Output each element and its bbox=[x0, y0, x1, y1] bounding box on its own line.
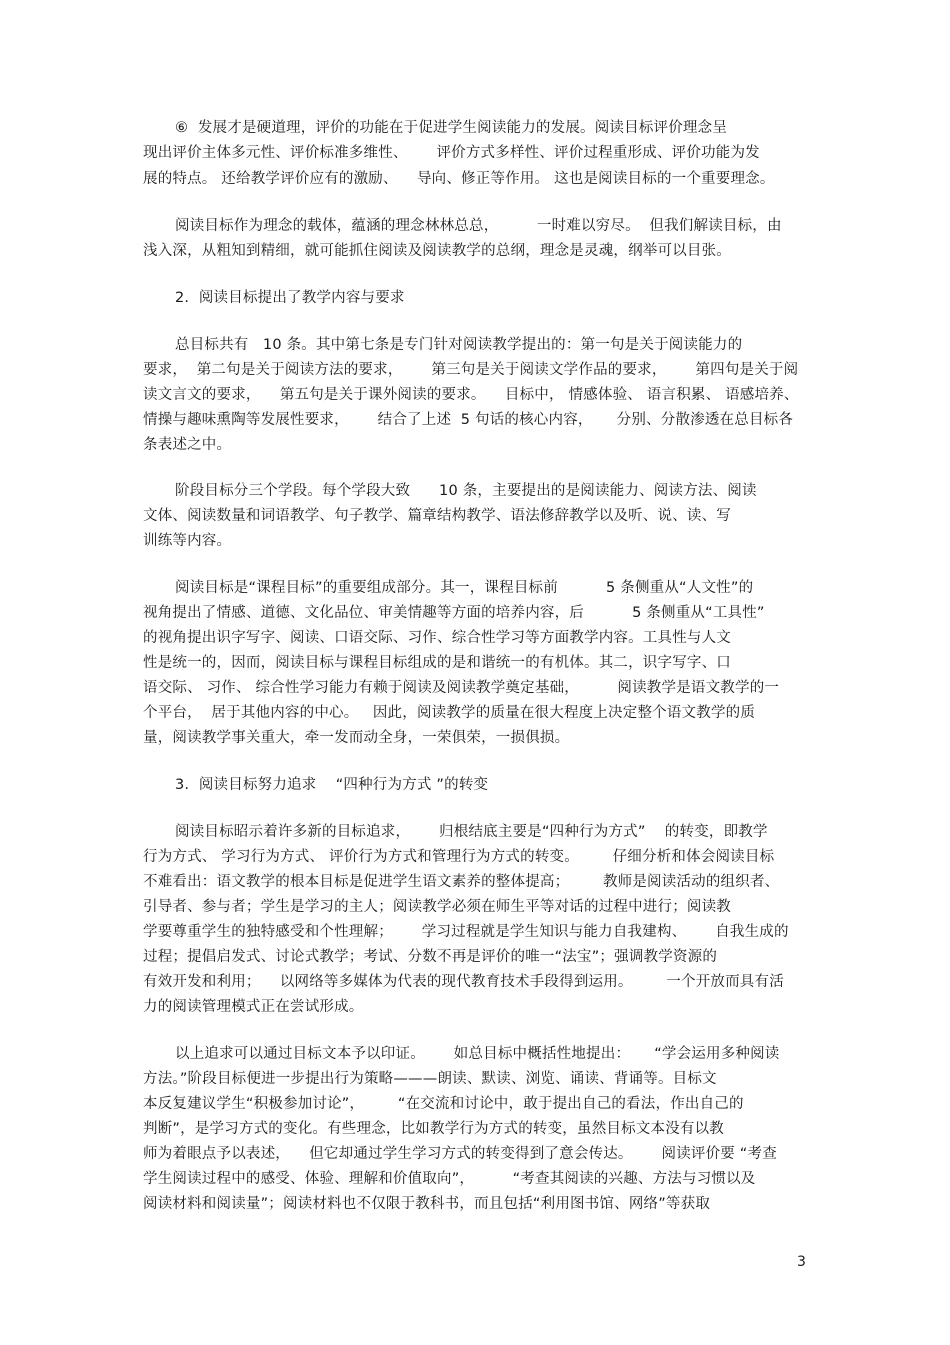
text-line: 力的阅读管理模式正在尝试形成。 bbox=[143, 999, 364, 1015]
text-line: 有效开发和利用； 以网络等多媒体为代表的现代教育技术手段得到运用。 一个开放而具有活 bbox=[143, 974, 784, 990]
text-line: 阅读目标作为理念的载体，蕴涵的理念林林总总， 一时难以穷尽。 但我们解读目标，由 bbox=[175, 218, 782, 234]
text-line: 阅读目标是“课程目标”的重要组成部分。其一，课程目标前 5 条侧重从“人文性”的 bbox=[175, 580, 754, 596]
text-line: 情操与趣味熏陶等发展性要求， 结合了上述 5 句话的核心内容， 分别、分散渗透在总目标各 bbox=[143, 412, 794, 428]
text-line: 方法。”阶段目标便进一步提出行为策略———朗读、默读、浏览、诵读、背诵等。目标文 bbox=[143, 1071, 717, 1087]
text-line: 阶段目标分三个学段。每个学段大致 10 条，主要提出的是阅读能力、阅读方法、阅读 bbox=[175, 483, 757, 499]
text-line: 现出评价主体多元性、评价标准多维性、 评价方式多样性、评价过程重形成、评价功能为发 bbox=[143, 145, 760, 161]
text-line: 阅读目标昭示着许多新的目标追求， 归根结底主要是“四种行为方式” 的转变，即教学 bbox=[175, 824, 768, 840]
text-line: 语交际、 习作、 综合性学习能力有赖于阅读及阅读教学奠定基础， 阅读教学是语文教学的一 bbox=[143, 680, 780, 696]
text-line: 阅读材料和阅读量”；阅读材料也不仅限于教科书，而且包括“利用图书馆、网络”等获取 bbox=[143, 1196, 711, 1212]
text-line: 展的特点。 还给教学评价应有的激励、 导向、修正等作用。 这也是阅读目标的一个重要理念。 bbox=[143, 171, 775, 187]
text-line: ⑥ 发展才是硬道理，评价的功能在于促进学生阅读能力的发展。阅读目标评价理念呈 bbox=[175, 120, 728, 136]
text-line: 学生阅读过程中的感受、体验、理解和价值取向”， “考查其阅读的兴趣、方法与习惯以及 bbox=[143, 1171, 756, 1187]
text-line: 条表述之中。 bbox=[143, 437, 232, 453]
text-line: 浅入深，从粗知到精细，就可能抓住阅读及阅读教学的总纲，理念是灵魂，纲举可以目张。 bbox=[143, 243, 731, 259]
page-number: 3 bbox=[797, 1254, 806, 1270]
text-line: 以上追求可以通过目标文本予以印证。 如总目标中概括性地提出： “学会运用多种阅读 bbox=[175, 1046, 780, 1062]
text-line: 要求， 第二句是关于阅读方法的要求， 第三句是关于阅读文学作品的要求， 第四句是关于阅 bbox=[143, 362, 799, 378]
text-line: 过程；提倡启发式、讨论式教学；考试、分数不再是评价的唯一“法宝”；强调教学资源的 bbox=[143, 949, 718, 965]
text-line: 行为方式、 学习行为方式、 评价行为方式和管理行为方式的转变。 仔细分析和体会阅读目标 bbox=[143, 849, 775, 865]
text-line: 训练等内容。 bbox=[143, 533, 232, 549]
text-line: 读文言文的要求， 第五句是关于课外阅读的要求。 目标中， 情感体验、 语言积累、 语感培养、 bbox=[143, 387, 799, 403]
heading-text: 3. 阅读目标努力追求 “四种行为方式 ”的转变 bbox=[175, 777, 489, 793]
text-line: 文体、阅读数量和词语教学、句子教学、篇章结构教学、语法修辞教学以及听、说、读、写 bbox=[143, 508, 731, 524]
heading-text: 2. 阅读目标提出了教学内容与要求 bbox=[175, 290, 405, 306]
text-line: 性是统一的，因而，阅读目标与课程目标组成的是和谐统一的有机体。其二，识字写字、口 bbox=[143, 655, 731, 671]
text-line: 引导者、参与者；学生是学习的主人；阅读教学必须在师生平等对话的过程中进行；阅读教 bbox=[143, 899, 731, 915]
text-line: 本反复建议学生“积极参加讨论”， “在交流和讨论中，敢于提出自己的看法，作出自己的 bbox=[143, 1096, 744, 1112]
text-line: 不难看出：语文教学的根本目标是促进学生语文素养的整体提高； 教师是阅读活动的组织者、 bbox=[143, 874, 780, 890]
text-line: 师为着眼点予以表述， 但它却通过学生学习方式的转变得到了意会传达。 阅读评价要 “考查 bbox=[143, 1146, 777, 1162]
text-line: 的视角提出识字写字、阅读、口语交际、习作、综合性学习等方面教学内容。工具性与人文 bbox=[143, 630, 731, 646]
text-line: 判断”，是学习方式的变化。有些理念，比如教学行为方式的转变，虽然目标文本没有以教 bbox=[143, 1121, 725, 1137]
text-line: 量，阅读教学事关重大，牵一发而动全身，一荣俱荣，一损俱损。 bbox=[143, 730, 570, 746]
text-line: 总目标共有 10 条。其中第七条是专门针对阅读教学提出的：第一句是关于阅读能力的 bbox=[175, 337, 743, 353]
text-line: 学要尊重学生的独特感受和个性理解； 学习过程就是学生知识与能力自我建构、 自我生成的 bbox=[143, 924, 789, 940]
text-line: 个平台， 居于其他内容的中心。 因此，阅读教学的质量在很大程度上决定整个语文教学的质 bbox=[143, 705, 756, 721]
text-line: 视角提出了情感、道德、文化品位、审美情趣等方面的培养内容，后 5 条侧重从“工具性” bbox=[143, 605, 765, 621]
